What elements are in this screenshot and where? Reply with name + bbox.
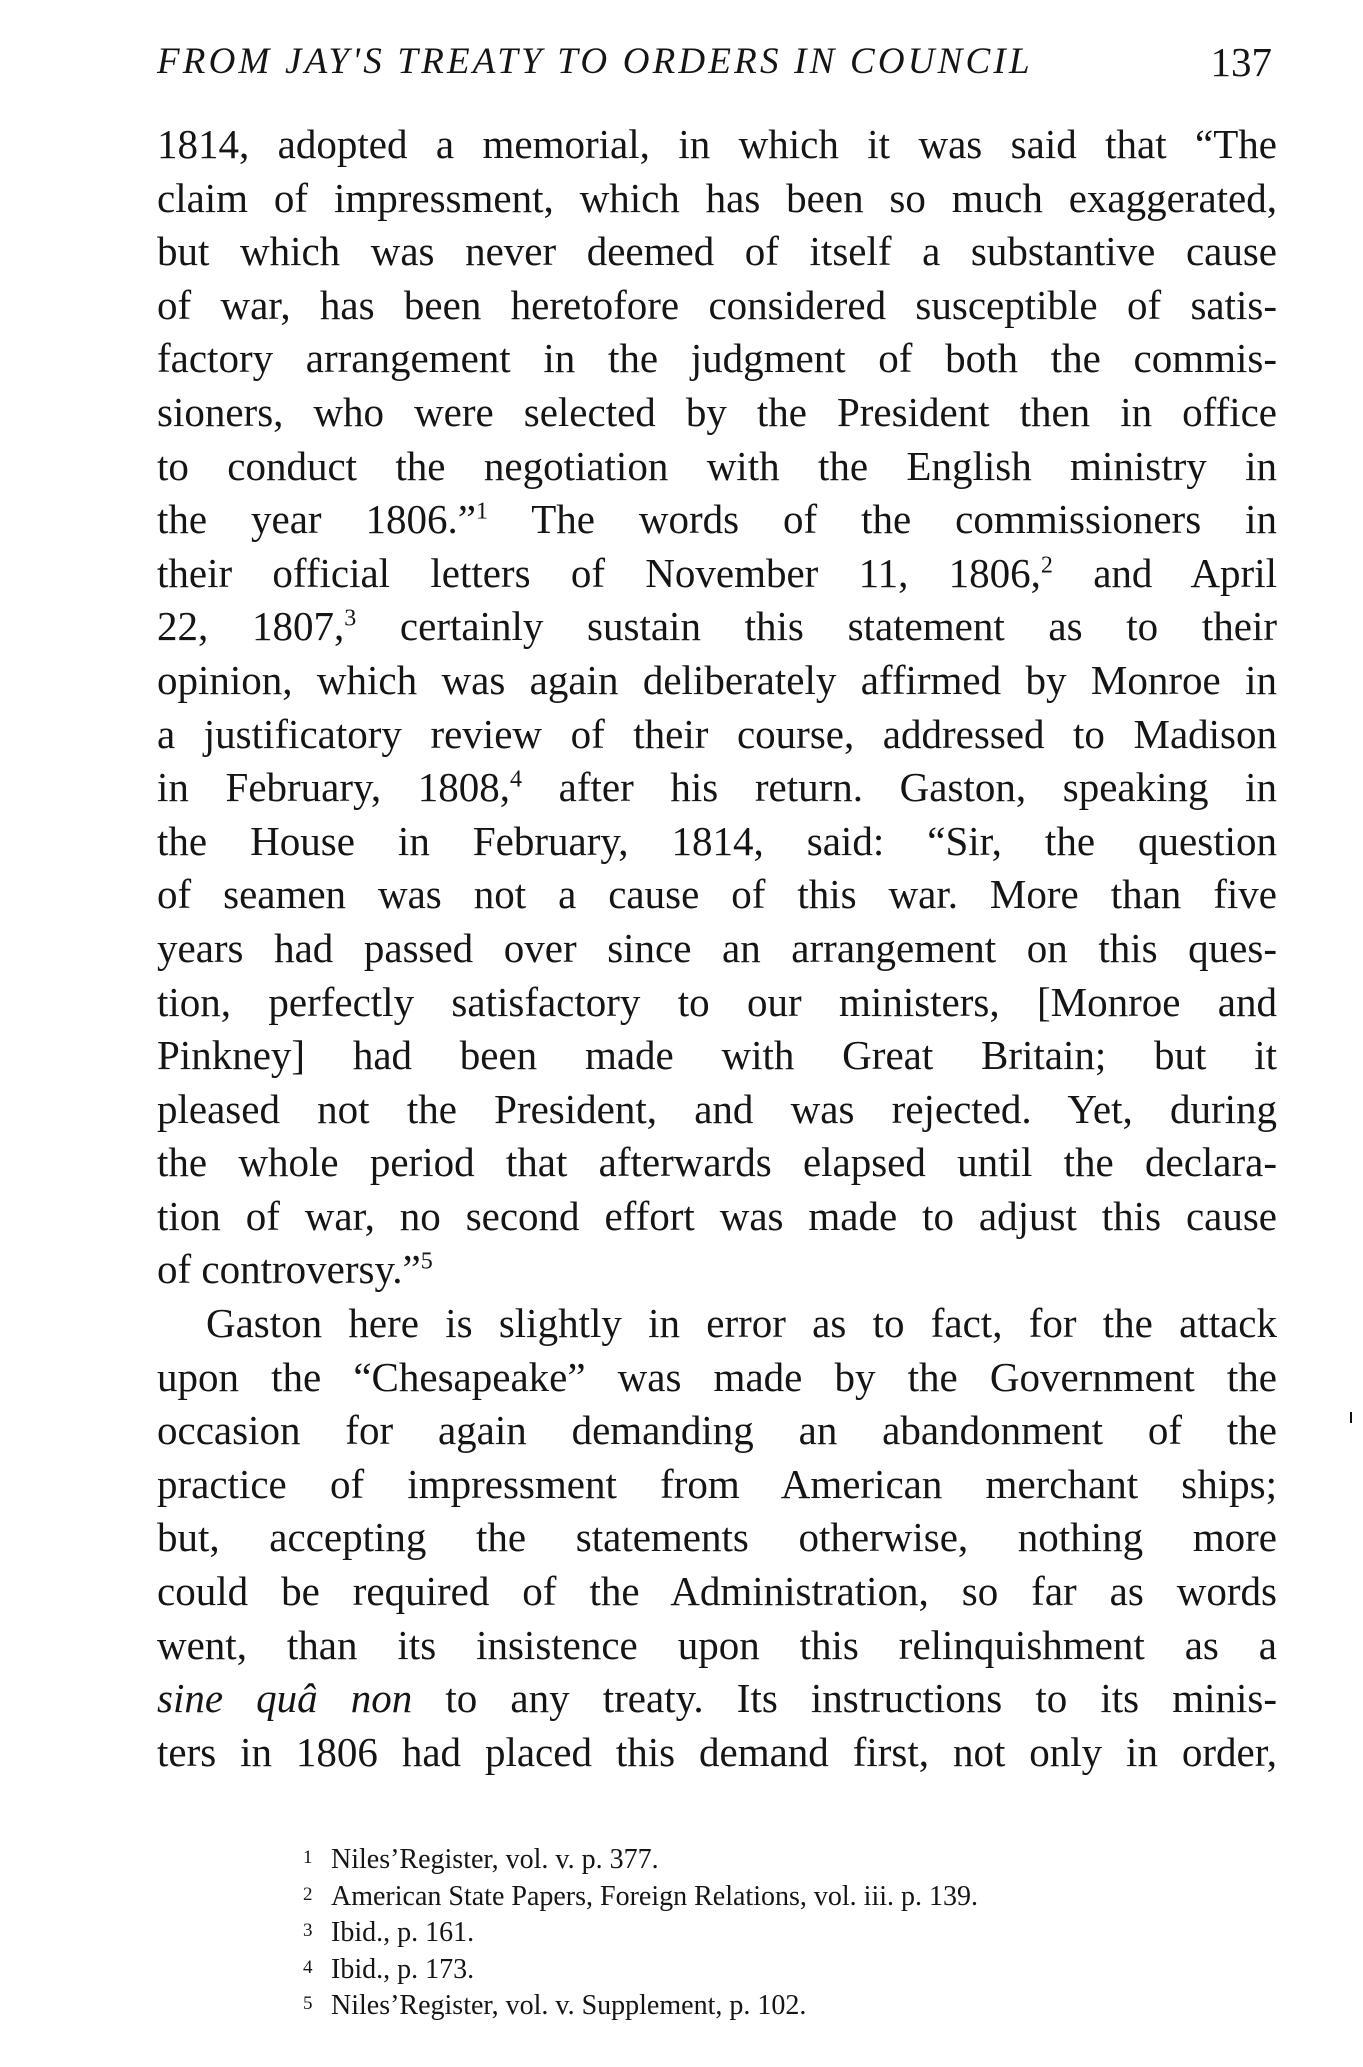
text-line: tion of war, no second effort was made to adjust this cause xyxy=(157,1192,1277,1239)
paragraph-start: Gaston here is slightly in error as to fact, for the attack xyxy=(206,1300,1277,1347)
text-line: but which was never deemed of itself a substantive cause xyxy=(157,228,1277,275)
text-line: could be required of the Administration, so far as words xyxy=(157,1568,1277,1615)
text-line: the House in February, 1814, said: “Sir, the question xyxy=(157,817,1277,864)
text-line: the whole period that afterwards elapsed until the declara- xyxy=(157,1139,1277,1186)
text-line: tion, perfectly satisfactory to our ministers, [Monroe and xyxy=(157,978,1277,1025)
text-line: but, accepting the statements otherwise, nothing more xyxy=(157,1514,1277,1561)
footnote-ref: 5 xyxy=(420,1248,433,1275)
text-line xyxy=(157,1672,1277,1726)
text-fragment: of controversy.” xyxy=(157,1246,421,1293)
text-line: opinion, which was again deliberately affirmed by Monroe in xyxy=(157,656,1277,703)
footnote-text: Niles’Register, vol. v. p. 377. xyxy=(331,1844,659,1875)
text-line: claim of impressment, which has been so much exaggerated, xyxy=(157,174,1277,221)
footnote-mark: 1 xyxy=(303,1847,313,1868)
text-fragment: The words of the commissioners in xyxy=(487,496,1277,543)
text-line: ters in 1806 had placed this demand first, not only in order, xyxy=(157,1728,1277,1775)
text-line: occasion for again demanding an abandonment of the xyxy=(157,1407,1277,1454)
text-line: years had passed over since an arrangement on this ques- xyxy=(157,924,1277,971)
footnote xyxy=(303,1913,1223,1950)
text-line xyxy=(157,761,1277,815)
running-head xyxy=(157,40,1272,100)
text-line: to conduct the negotiation with the English ministry in xyxy=(157,442,1277,489)
text-fragment: after his return. Gaston, speaking in xyxy=(522,764,1278,811)
footnote xyxy=(303,1840,1223,1877)
text-line xyxy=(157,493,1277,547)
footnote-ref: 2 xyxy=(1040,552,1053,579)
text-fragment: to any treaty. Its instructions to its minis- xyxy=(412,1675,1278,1722)
text-line: factory arrangement in the judgment of both the commis- xyxy=(157,335,1277,382)
text-line xyxy=(157,1243,1277,1297)
text-line: of war, has been heretofore considered susceptible of satis- xyxy=(157,281,1277,328)
text-line: pleased not the President, and was rejected. Yet, during xyxy=(157,1085,1277,1132)
footnote-mark: 4 xyxy=(303,1956,313,1978)
footnote xyxy=(303,1950,1223,1987)
footnote-text: Ibid., p. 173. xyxy=(331,1953,475,1985)
footnote-mark: 2 xyxy=(303,1883,313,1905)
footnote-text: American State Papers, Foreign Relations, vol. iii. p. 139. xyxy=(331,1880,979,1912)
text-line: practice of impressment from American merchant ships; xyxy=(157,1460,1277,1507)
text-line xyxy=(157,547,1277,601)
text-fragment: certainly sustain this statement as to their xyxy=(356,603,1278,650)
text-line: Pinkney] had been made with Great Britain; but it xyxy=(157,1032,1277,1079)
text-line: went, than its insistence upon this relinquishment as a xyxy=(157,1621,1277,1668)
footnote-text: Niles’Register, vol. v. Supplement, p. 102. xyxy=(331,1990,807,2021)
page-number: 137 xyxy=(1210,39,1272,85)
text-fragment: in February, 1808, xyxy=(157,764,511,811)
footnote-mark: 3 xyxy=(303,1920,313,1941)
text-fragment: and April xyxy=(1052,549,1277,596)
footnote-text: Ibid., p. 161. xyxy=(331,1917,475,1948)
text-fragment: their official letters of November 11, 1806, xyxy=(157,549,1041,596)
footnote-mark: 5 xyxy=(303,1993,313,2014)
footnotes xyxy=(303,1840,1223,2023)
text-line: upon the “Chesapeake” was made by the Government the xyxy=(157,1353,1277,1400)
body-text xyxy=(157,118,1277,1779)
text-line xyxy=(157,600,1277,654)
scan-speck xyxy=(1350,1412,1352,1423)
running-title: FROM JAY'S TREATY TO ORDERS IN COUNCIL xyxy=(157,41,1033,82)
footnote-ref: 1 xyxy=(475,498,488,525)
text-line: 1814, adopted a memorial, in which it was said that “The xyxy=(157,121,1277,167)
footnote-ref: 4 xyxy=(510,766,523,793)
text-line: sioners, who were selected by the President then in office xyxy=(157,388,1277,435)
footnote-ref: 3 xyxy=(344,605,357,632)
text-fragment: 22, 1807, xyxy=(157,603,345,650)
footnote xyxy=(303,1877,1223,1914)
text-line: a justificatory review of their course, addressed to Madison xyxy=(157,710,1277,757)
latin-phrase: sine quâ non xyxy=(157,1675,413,1722)
text-line: of seamen was not a cause of this war. More than five xyxy=(157,871,1277,918)
text-fragment: the year 1806.” xyxy=(157,496,476,543)
footnote xyxy=(303,1986,1223,2023)
